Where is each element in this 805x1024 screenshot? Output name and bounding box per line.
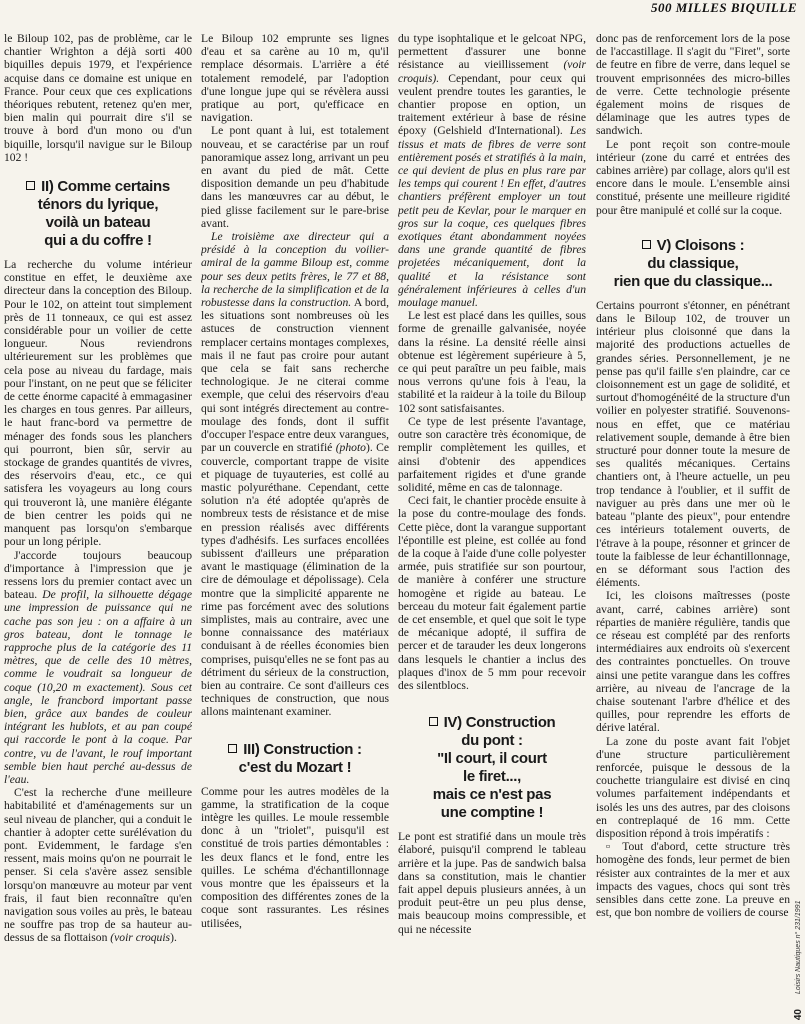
paragraph: Certains pourront s'étonner, en pénétrant dans le Biloup 102, de trouver un intérieur plus cloisonné que dans la majorité des productions actuelles de grandes séries. Personnellement, je ne pense pas qu'il faille s'en plaindre, car ce cloisonnement est un gage de solidité, et surtout d'homogénéité de la structure d'un voilier en polyester stratifié. Souvenons-nous en effet, que ce matériau relativement souple, demande à être bien structuré pour donner toute la mesure de ses qualités mécaniques. Certains chantiers ont, à l'heure actuelle, un peu trop tendance à l'oublier, et il suffit de naviguer au près dans une mer où le bateau "plante des pieux", pour entendre ces intérieurs totalement ouverts, de l'étrave à la poupe, résonner et grincer de toute la faiblesse de leur échantillonnage, en se déformant sous l'action des éléments.	[596, 298, 790, 590]
source-line: Loisirs Nautiques n° 231/1991	[795, 900, 802, 994]
checkbox-square-icon	[228, 744, 237, 753]
paragraph: Le pont quant à lui, est totalement nouveau, et se caractérise par un rouf panoramique assez long, arrivant un peu en avant du pied de mât. Cette disposition demande un peu d'habitude dans les manœuvres car au début, le pied glisse facilement sur le pare-brise avant.	[201, 124, 389, 230]
checkbox-square-icon	[26, 181, 35, 190]
paragraph: Comme pour les autres modèles de la gamme, la stratification de la coque intègre les quilles. Le moule ressemble donc à un "triolet", puisqu'il est constitué de trois parties démontables : les deux flancs et le fond, entre les quilles. Le schéma d'échantillonnage vous montre que les épaisseurs et la composition des différentes zones de la coque sont rassurantes. Les résines utilisées,	[201, 784, 389, 930]
column-4	[596, 32, 790, 1020]
paragraph: Le troisième axe directeur qui a présidé à la conception du voilier-amiral de la gamme Biloup est, comme pour ses deux petits frères, le 77 et 88, la recherche de la simplification et de la robustesse dans la construction. A bord, les situations sont nombreuses où les astuces de construction viennent remplacer certains montages complexes, mais il ne faut pas croire pour autant que cela se fait sans recherche technologique. Je ne citerai comme exemple, que celui des réservoirs d'eau qui sont intégrés directement au contre-moulage des fonds, dont il suffit d'occuper l'espace entre deux varangues, par un couvercle en stratifié (photo). Ce couvercle, comportant trappe de visite et piquage de tuyauteries, est collé au mastic polyuréthane. Cependant, cette solution n'a été adoptée qu'après de nombreux tests de résistance et de mise en pression réalisés avec différents types d'adhésifs. Les surfaces encollées subissent d'ailleurs une préparation avant le mastiquage (élimination de la cire de démoulage et dépolissage). Cela montre que la simplicité apparente ne rime pas forcément avec des solutions simplistes, mais au contraire, avec une bonne connaissance des matériaux conduisant à de réelles économies bien comprises, puisqu'elles ne se font pas au détriment du sérieux de la construction, bien au contraire. Ce sont d'ailleurs ces techniques de construction, que nous allons maintenant examiner.	[201, 230, 389, 719]
paragraph: Le lest est placé dans les quilles, sous forme de grenaille galvanisée, noyée dans la résine. La densité réelle ainsi obtenue est légèrement supérieure à 5, ce qui peut paraître un peu faible, mais nous verrons qu'une fois à l'eau, la stabilité et la raideur à la toile du Biloup 102 sont satisfaisantes.	[398, 309, 586, 415]
column-1	[4, 32, 192, 1020]
section-heading-iii: III) Construction : c'est du Mozart !	[201, 741, 389, 777]
section-heading-iv: IV) Construction du pont : "Il court, il court le firet..., mais ce n'est pas une comptine !	[398, 714, 586, 822]
checkbox-square-icon	[642, 240, 651, 249]
paragraph: Ceci fait, le chantier procède ensuite à la pose du contre-moulage des fonds. Cette pièce, dont la varangue supportant l'épontille est pleine, est collée au fond de la coque à l'aide d'une colle polyester armée, puis stratifiée sur son pourtour, de manière à conférer une structure homogène et rigide au bateau. Le berceau du moteur fait également partie de cet ensemble, et quel que soit le type de mécanique adopté, il suffira de percer et de tarauder les deux longerons dans lesquels le chantier a inclus des plaques d'inox de 5 mm pour recevoir des silentblocs.	[398, 494, 586, 692]
section-heading-ii: II) Comme certains ténors du lyrique, voilà un bateau qui a du coffre !	[4, 178, 192, 250]
paragraph: ▫ Tout d'abord, cette structure très homogène des fonds, leur permet de bien résister aux contraintes de la mer et aux impacts des vagues, chocs qui sont très sensibles dans cette zone. La preuve en est, que bon nombre de voiliers de course	[596, 840, 790, 920]
paragraph: Ce type de lest présente l'avantage, outre son caractère très économique, de remplir complètement les quilles, et ainsi d'obtenir des appendices parfaitement rigides et d'une grande solidité, même en cas de talonnage.	[398, 414, 586, 494]
paragraph: La zone du poste avant fait l'objet d'une structure particulièrement renforcée, puisque le dessous de la couchette triangulaire est divisé en cinq volumes parfaitement indépendants et isolés les uns des autres, par des cloisons en contreplaqué de 16 mm. Cette disposition répond à trois impératifs :	[596, 734, 790, 840]
paragraph: La recherche du volume intérieur constitue en effet, le deuxième axe directeur dans la conception des Biloup. Pour le 102, on atteint tout simplement près de 11 tonneaux, ce qui est assez considérable pour un voilier de cette longueur. Nous reviendrons ultérieurement sur les problèmes que cela pose au niveau du fardage, mais pour l'instant, on ne peut que se féliciter de cette énorme capacité à emmagasiner les charges en tous genres. Par ailleurs, le haut franc-bord va permettre de ménager des fonds sous les planchers qui pourront, bien sûr, servir au stockage de grandes quantités de vivres, des réservoirs d'eau, etc., ce qui satisfera les voyageurs au long cours qui trouveront là, une manière élégante de bien centrer les poids qui ne manquent pas lorsqu'on s'embarque pour un long périple.	[4, 258, 192, 549]
paragraph: Le pont est stratifié dans un moule très élaboré, puisqu'il comprend le tableau arrière et la jupe. Pas de sandwich balsa dans sa constitution, mais le chantier fait appel depuis plusieurs années, à un produit peut-être un peu plus dense, mais beaucoup moins compressible, et qui ne nécessite	[398, 830, 586, 936]
bullet-square-icon: ▫	[606, 840, 623, 854]
section-heading-v: V) Cloisons : du classique, rien que du classique...	[613, 236, 773, 290]
page-number: 40	[793, 1008, 804, 1020]
paragraph: C'est la recherche d'une meilleure habitabilité et d'aménagements sur un seul niveau de plancher, qui a conduit le chantier à adopter cette surélévation du pont. Evidemment, le fardage s'en ressent, mais moins qu'on ne pourrait le penser. Si cela s'avère assez sensible lorsqu'on manœuvre au moteur par vent frais, il faut bien reconnaître qu'en navigation sous voiles au près, le bateau ne souffre pas trop de sa hauteur au-dessus de sa flottaison (voir croquis).	[4, 786, 192, 945]
paragraph: Ici, les cloisons maîtresses (poste avant, carré, cabines arrière) sont réparties de manière régulière, tandis que ce réseau est complété par des renforts intermédiaires aux endroits où s'exercent des contraintes ponctuelles. On trouve ainsi une petite varangue dans les coffres arrière, au niveau de l'ancrage de la chaise soutenant l'arbre d'hélice et des quilles, pour reprendre les efforts de dérive latéral.	[596, 589, 790, 735]
paragraph: le Biloup 102, pas de problème, car le chantier Wrighton a déjà sorti 400 biquilles depuis 1979, et l'expérience acquise dans ce domaine est unique en France. Pour ceux que ces explications théoriques rebutent, retenez qu'en mer, bien malin qui pourrait dire s'il se trouve à bord d'un mono ou d'un biquille, lorsqu'il navigue sur le Biloup 102 !	[4, 32, 192, 164]
column-3	[398, 32, 586, 1020]
paragraph: Le Biloup 102 emprunte ses lignes d'eau et sa carène au 10 m, qu'il remplace désormais. L'arrière a été totalement remodelé, par l'adoption d'une longue jupe qui se révèlera aussi pratique au port, qu'efficace en navigation.	[201, 32, 389, 125]
paragraph: du type isophtalique et le gelcoat NPG, permettent d'assurer une bonne résistance au vieillissement (voir croquis). Cependant, pour ceux qui veulent prendre toutes les garanties, le chantier propose en option, un traitement extérieur à base de résine époxy (Gelshield d'International). Les tissus et mats de fibres de verre sont entièrement posés et stratifiés à la main, ce qui devient de plus en plus rare par les temps qui courent ! En effet, d'autres chantiers préfèrent employer un tout petit peu de Kevlar, pour le marquer en gros sur la coque, ces quelques fibres exotiques étant abondamment noyées dans une grande quantité de fibres projetées mécaniquement, dont la qualité et la résistance sont généralement inférieures à celles d'un moulage manuel.	[398, 32, 586, 310]
column-2	[201, 32, 389, 1020]
checkbox-square-icon	[429, 717, 438, 726]
paragraph: J'accorde toujours beaucoup d'importance à l'impression que je ressens lors du premier contact avec un bateau. De profil, la silhouette dégage une impression de puissance qui ne cache pas son jeu : on a affaire à un gros bateau, dont le tonnage le rapproche plus de la catégorie des 11 mètres, que de celle des 10 mètres, comme le voudrait sa longueur de coque (10,20 m exactement). Sous cet angle, le francbord important passe bien, grâce aux bandes de couleur intégrant les hublots, et au pan coupé qui raccorde le pont à la coque. Par contre, vu de l'avant, le rouf important semble bien haut perché au-dessus de l'eau.	[4, 548, 192, 786]
paragraph: Le pont reçoit son contre-moule intérieur (zone du carré et entrées des cabines arrière) par collage, alors qu'il est encore dans le moule. L'ensemble ainsi constitué, présente une meilleure rigidité pour être manipulé et collé sur la coque.	[596, 137, 790, 217]
running-title: 500 MILLES BIQUILLE	[650, 0, 797, 15]
paragraph: donc pas de renforcement lors de la pose de l'accastillage. Il s'agit du "Firet", sorte de feutre en fibre de verre, dans lequel se trouvent emprisonnées des micro-billes de verre. Cette technologie présente également moins de risques de délaminage que les autres types de sandwich.	[596, 32, 790, 138]
